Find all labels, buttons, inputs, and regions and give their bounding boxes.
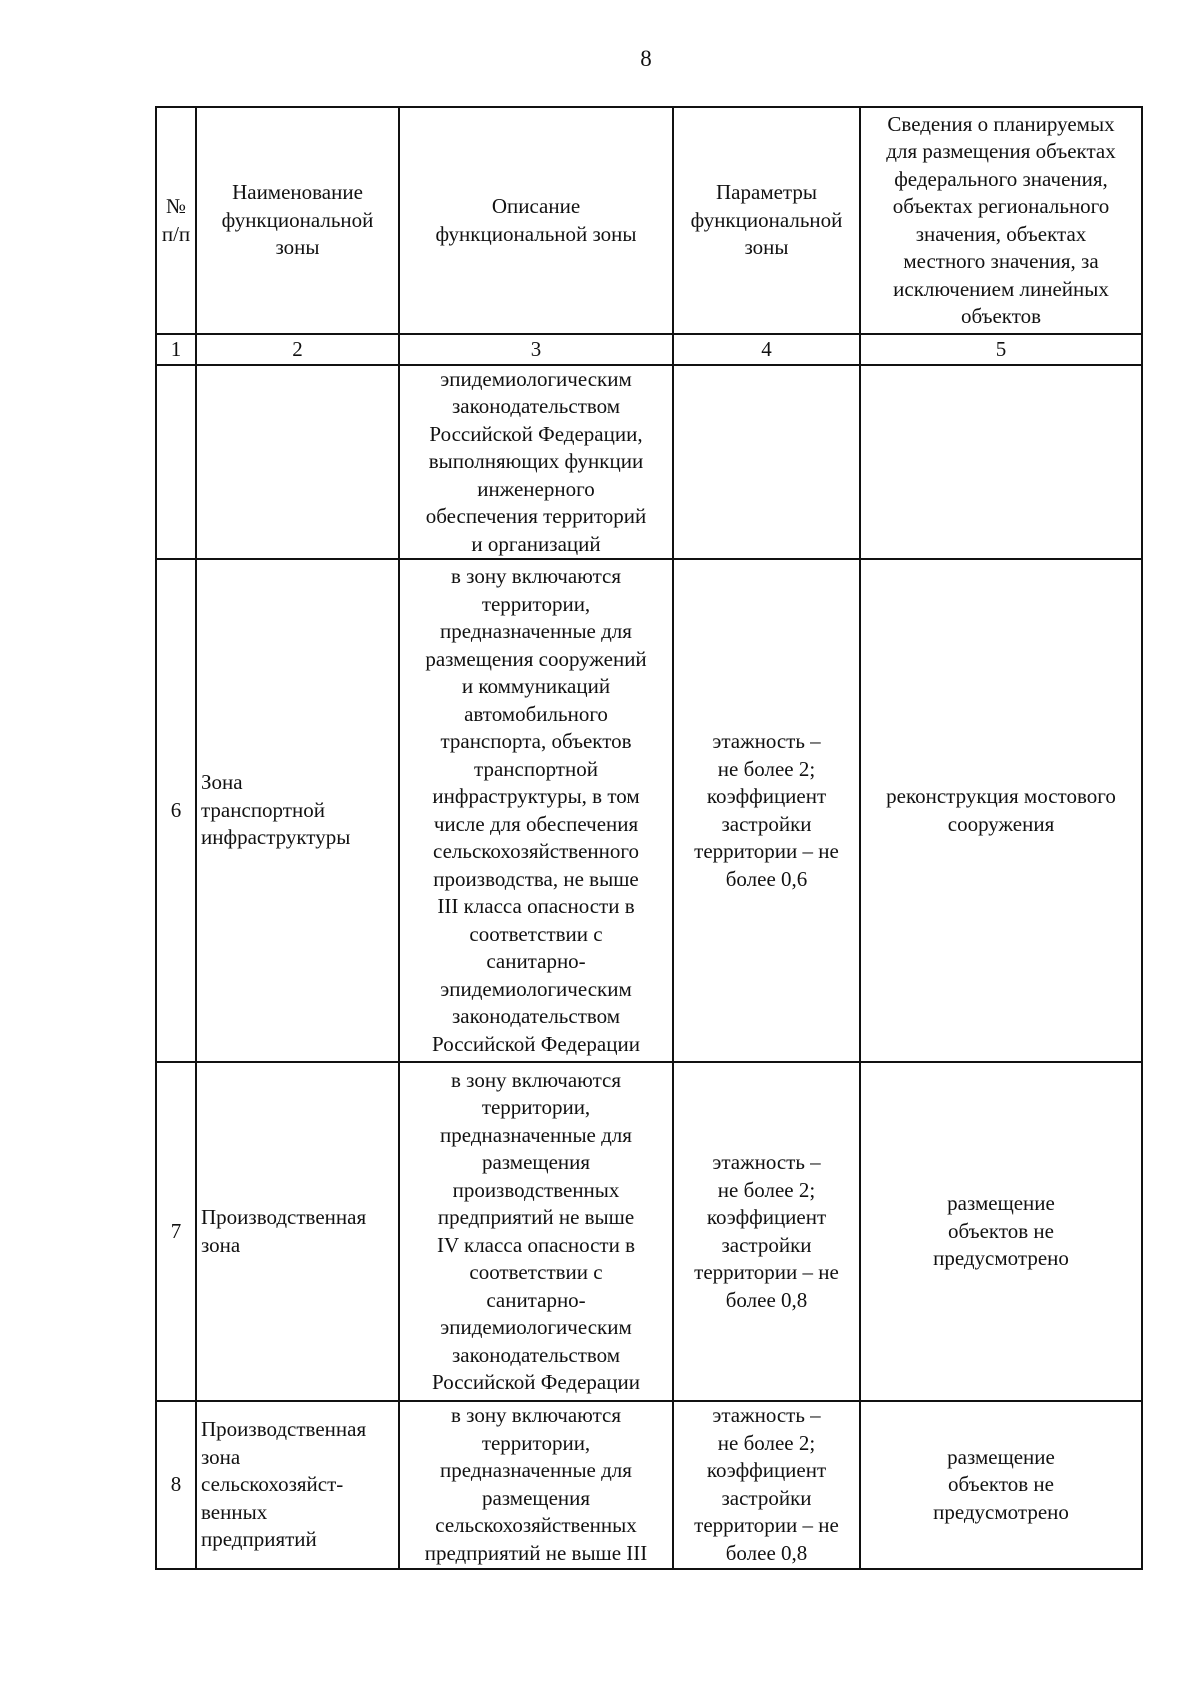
row-7-planned-objects: размещение объектов не предусмотрено [933, 1191, 1069, 1271]
row-7-description: в зону включаются территории, предназначенные для размещения производственных предприятий не выше IV класса опасности в соответствии с санитарно- эпидемиологическим законодательством Российской Федерации [432, 1067, 640, 1394]
table-row-continuation-description: эпидемиологическим законодательством Российской Федерации, выполняющих функции инженерного обеспечения территорий и организаций [425, 366, 647, 556]
header-planned-objects: Сведения о планируемых для размещения объектах федерального значения, объектах регионального значения, объектах местного значения, за исключением линейных объектов [886, 111, 1116, 328]
row-6-description: в зону включаются территории, предназначенные для размещения сооружений и коммуникаций автомобильного транспорта, объектов транспортной инфраструктуры, в том числе для обеспечения сельскохозяйственного производства, не выше III класса опасности в соответствии с санитарно- эпидемиологическим законодательством Российской Федерации [425, 564, 647, 1056]
table-border [1141, 106, 1143, 1570]
column-number-2: 2 [292, 336, 303, 361]
column-number-3: 3 [530, 336, 542, 361]
row-6-zone-name: Зона транспортной инфраструктуры [201, 770, 351, 850]
row-7-number: 7 [170, 1218, 182, 1243]
row-6-number: 6 [170, 797, 182, 822]
row-8-number: 8 [170, 1472, 182, 1497]
header-zone-description: Описание функциональной зоны [435, 194, 637, 246]
row-7-zone-name: Производственная зона [201, 1205, 367, 1257]
row-6-planned-objects: реконструкция мостового сооружения [886, 784, 1116, 836]
row-6-parameters: этажность – не более 2; коэффициент застройки территории – не более 0,6 [694, 729, 839, 891]
row-8-zone-name: Производственная зона сельскохозяйст- венных предприятий [201, 1417, 367, 1552]
row-8-planned-objects: размещение объектов не предусмотрено [933, 1444, 1069, 1524]
column-number-4: 4 [761, 336, 772, 361]
table-border [155, 1568, 1143, 1570]
header-zone-parameters: Параметры функциональной зоны [690, 180, 843, 260]
column-number-5: 5 [995, 336, 1007, 361]
row-7-parameters: этажность – не более 2; коэффициент застройки территории – не более 0,8 [694, 1150, 839, 1312]
page-number: 8 [640, 46, 652, 71]
header-number: № п/п [161, 194, 191, 246]
row-8-parameters: этажность – не более 2; коэффициент застройки территории – не более 0,8 [694, 1403, 839, 1565]
column-number-1: 1 [170, 336, 182, 361]
row-8-description: в зону включаются территории, предназначенные для размещения сельскохозяйственных предприятий не выше III [424, 1403, 648, 1565]
header-zone-name: Наименование функциональной зоны [221, 180, 374, 260]
